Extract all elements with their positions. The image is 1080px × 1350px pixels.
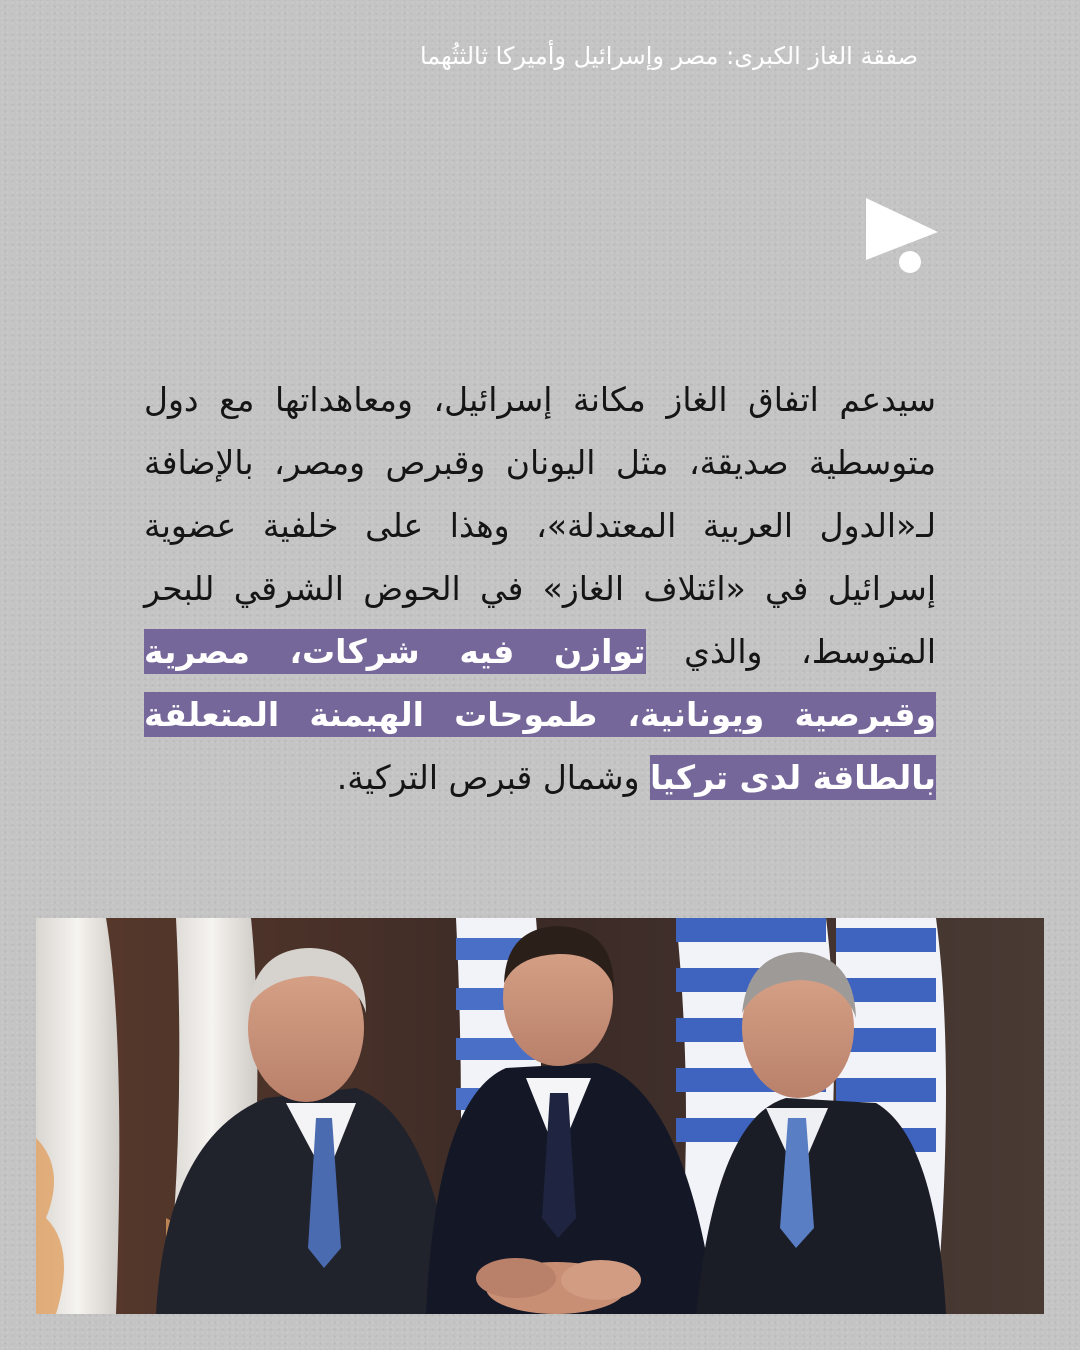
article-paragraph [144, 368, 936, 809]
article-text-part2: وشمال قبرص التركية. [336, 758, 651, 797]
play-dot-logo-icon [862, 196, 942, 276]
article-highlight: توازن فيه شركات، مصرية وقبرصية ويونانية، طموحات الهيمنة المتعلقة بالطاقة لدى تركيا [144, 629, 936, 800]
leaders-photo [36, 918, 1044, 1314]
photo-leaders-handshake-icon [36, 918, 1044, 1314]
page-header-title: صفقة الغاز الكبرى: مصر وإسرائيل وأميركا ثالثثُهما [419, 42, 918, 70]
article-text-part1: سيدعم اتفاق الغاز مكانة إسرائيل، ومعاهداتها مع دول متوسطية صديقة، مثل اليونان وقبرص ومصر، بالإضافة لـ«الدول العربية المعتدلة»، وهذا على خلفية عضوية إسرائيل في «ائتلاف الغاز» في الحوض الشرقي للبحر المتوسط، والذي [144, 380, 936, 671]
